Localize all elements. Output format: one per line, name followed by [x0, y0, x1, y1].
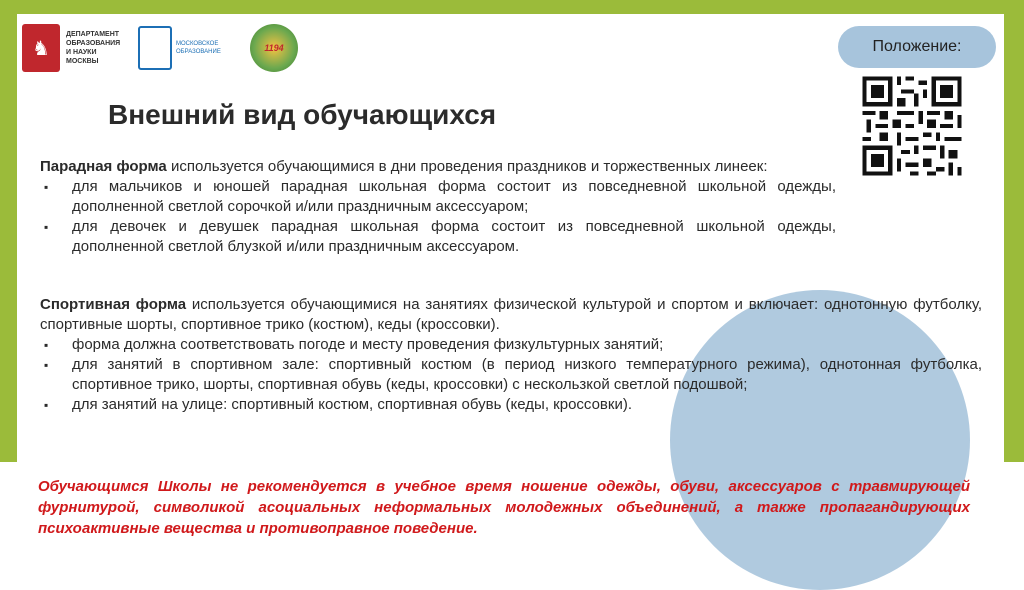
- formal-list: [40, 177, 836, 257]
- position-button[interactable]: Положение:: [838, 26, 996, 68]
- sport-term: Спортивная форма: [40, 296, 187, 313]
- list-item: ▪ для занятий на улице: спортивный костюм, спортивная обувь (кеды, кроссовки).: [40, 395, 982, 415]
- list-item: ▪ для девочек и девушек парадная школьная форма состоит из повседневной школьной одежды, дополненной светлой блузкой и/или праздничным аксессуаром.: [40, 217, 836, 257]
- school-logo: 1194: [250, 24, 298, 72]
- list-item: ▪ для занятий в спортивном зале: спортивный костюм (в период низкого температурного режима), однотонная футболка, спортивное трико, шорты, спортивная обувь (кеды, кроссовки) с нескользкой светлой подошвой;: [40, 355, 982, 395]
- top-border: [0, 0, 1024, 14]
- header-logos: [22, 22, 298, 74]
- sport-list: [40, 335, 982, 415]
- list-item: ▪ для мальчиков и юношей парадная школьная форма состоит из повседневной школьной одежды, дополненной светлой сорочкой и/или праздничным аксессуаром;: [40, 177, 836, 217]
- moscow-coat-of-arms-icon: ♞: [22, 24, 60, 72]
- dept-logo-text: ДЕПАРТАМЕНТ ОБРАЗОВАНИЯ И НАУКИ МОСКВЫ: [66, 31, 121, 65]
- formal-lead: Парадная форма используется обучающимися в дни проведения праздников и торжественных линеек:: [40, 158, 768, 175]
- sport-uniform-section: [40, 295, 982, 415]
- page-title: Внешний вид обучающихся: [108, 99, 497, 130]
- moscow-education-logo-icon: [138, 26, 172, 70]
- formal-uniform-section: [40, 157, 836, 257]
- sport-lead: Спортивная форма используется обучающимися на занятиях физической культурой и спортом и включает: однотонную футболку, спортивные шорты, спортивное трико (костюм), кеды (кроссовки).: [40, 296, 982, 333]
- right-border: [1004, 0, 1024, 462]
- left-border: [0, 0, 17, 462]
- qr-code-icon[interactable]: [858, 72, 966, 180]
- formal-term: Парадная форма: [40, 158, 167, 175]
- mos-logo-text: МОСКОВСКОЕ ОБРАЗОВАНИЕ: [176, 41, 221, 55]
- list-item: ▪ форма должна соответствовать погоде и месту проведения физкультурных занятий;: [40, 335, 982, 355]
- warning-note: Обучающимся Школы не рекомендуется в учебное время ношение одежды, обуви, аксессуаров с травмирующей фурнитурой, символикой асоциальных неформальных молодежных объединений, а также пропагандирующих психоактивные вещества и противоправное поведение.: [38, 478, 970, 537]
